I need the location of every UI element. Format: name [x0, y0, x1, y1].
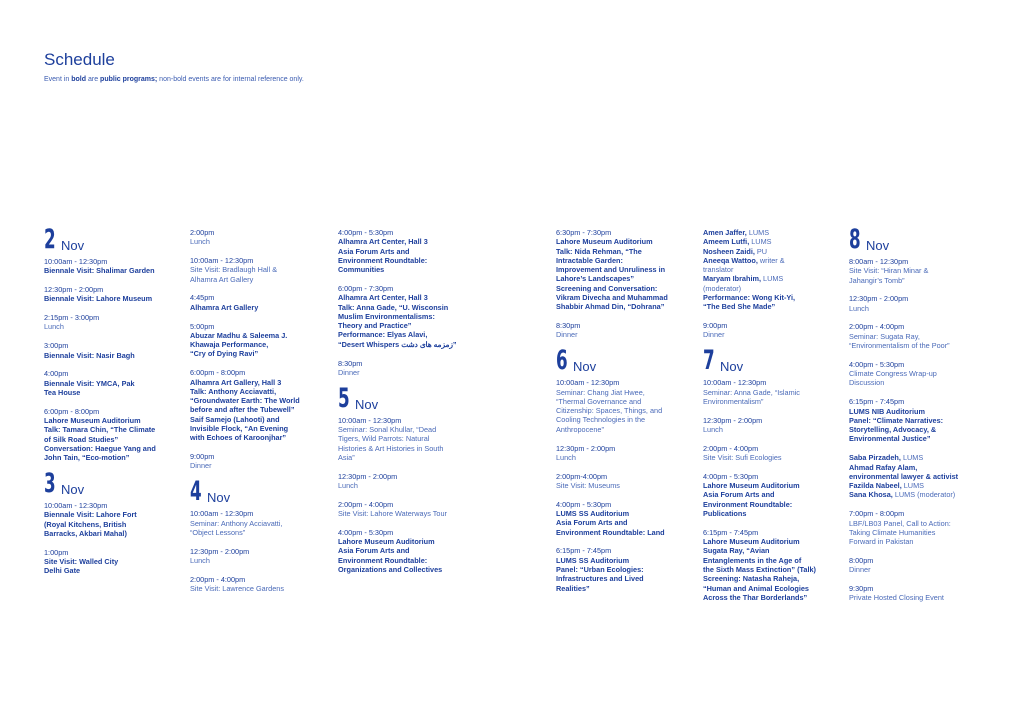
event-detail: Tigers, Wild Parrots: Natural [338, 434, 430, 444]
participant-entry [703, 293, 841, 302]
event-detail: LUMS SS Auditorium [556, 555, 630, 565]
participant-entry [849, 463, 984, 472]
day-month: Nov [61, 238, 85, 253]
participant-name: Maryam Ibrahim, [703, 274, 761, 284]
day-number: 3 [44, 468, 56, 500]
internal-event [190, 575, 325, 594]
event-detail: Lahore Museum Auditorium [556, 237, 653, 247]
event-time: 10:00am - 12:30pm [44, 257, 108, 266]
event-detail: Vikram Divecha and Muhammad [556, 293, 668, 303]
day-heading [44, 468, 179, 500]
event-detail: Climate Congress Wrap-up [849, 369, 937, 379]
event-detail: Seminar: Sugata Ray, [849, 331, 920, 341]
public-event [44, 501, 179, 538]
participant-entry [849, 490, 984, 499]
internal-event [338, 500, 478, 519]
event-time: 2:00pm - 4:00pm [703, 443, 759, 453]
internal-event [556, 472, 692, 491]
participant-name: Ahmad Rafay Alam, [849, 462, 918, 472]
subtitle-bold-word: bold [71, 76, 87, 83]
participant-name: Fazilda Nabeel, [849, 481, 902, 491]
event-detail: Storytelling, Advocacy, & [849, 425, 937, 435]
event-time: 8:00am - 12:30pm [849, 257, 909, 266]
internal-event [849, 509, 984, 546]
event-detail: Lunch [849, 303, 869, 313]
event-detail: “Desert Whispers زمزمه های دشت” [338, 339, 457, 349]
internal-event [338, 359, 478, 378]
event-detail: before and after the Tubewell” [190, 405, 295, 415]
event-detail: Seminar: Anna Gade, “Islamic [703, 387, 800, 397]
event-detail: Histories & Art Histories in South [338, 443, 444, 453]
event-detail: with Echoes of Karoonjhar” [190, 433, 287, 443]
event-time: 2:00pm - 4:00pm [338, 499, 394, 509]
event-detail: Alhamra Art Center, Hall 3 [338, 237, 428, 247]
participants-list [703, 228, 841, 312]
internal-event [556, 321, 692, 340]
public-event [190, 293, 325, 312]
internal-event [190, 547, 325, 566]
event-time: 9:00pm [190, 452, 215, 462]
public-event [44, 548, 179, 576]
day-number: 5 [338, 382, 350, 414]
event-detail: Talk: Anna Gade, “U. Wisconsin [338, 302, 449, 312]
day-month: Nov [720, 359, 744, 375]
event-detail: Cooling Technologies in the [556, 415, 646, 425]
event-detail: Muslim Environmentalisms: [338, 311, 435, 321]
event-detail: Dinner [190, 461, 212, 471]
event-detail: Lunch [338, 480, 358, 490]
event-time: 10:00am - 12:30pm [190, 509, 254, 519]
event-detail: Publications [703, 509, 747, 519]
public-event [190, 368, 325, 442]
event-time: 2:00pm - 4:00pm [849, 322, 905, 332]
participant-name: Saba Pirzadeh, [849, 453, 901, 463]
event-time: 8:00pm [849, 555, 874, 565]
public-event [703, 528, 841, 602]
event-detail: Infrastructures and Lived [556, 574, 644, 584]
event-detail: Improvement and Unruliness in [556, 265, 666, 275]
event-detail: Site Visit: Sufi Ecologies [703, 453, 782, 463]
event-detail: Biennale Visit: YMCA, Pak [44, 378, 135, 388]
internal-event [190, 228, 325, 247]
event-time: 4:00pm - 5:30pm [556, 499, 612, 509]
event-time: 6:30pm - 7:30pm [556, 228, 612, 237]
schedule-column-3 [338, 228, 478, 584]
event-detail: Lahore’s Landscapes” [556, 274, 634, 284]
event-detail: the Sixth Mass Extinction” (Talk) [703, 565, 816, 575]
event-detail: Environmentalism” [703, 396, 764, 406]
page-title: Schedule [44, 50, 115, 69]
day-month: Nov [207, 490, 231, 506]
event-detail: Dinner [338, 367, 360, 377]
event-detail: Theory and Practice” [338, 321, 412, 331]
day-number: 6 [556, 345, 568, 377]
participant-affiliation: LUMS [900, 453, 924, 463]
event-detail: Delhi Gate [44, 566, 81, 576]
event-detail: Khawaja Performance, [190, 340, 269, 350]
event-time: 9:00pm [703, 321, 728, 331]
event-time: 4:00pm [44, 369, 69, 379]
day-month: Nov [355, 396, 379, 412]
day-month: Nov [573, 359, 597, 375]
event-time: 6:00pm - 7:30pm [338, 283, 394, 293]
event-detail: Lunch [44, 322, 64, 332]
event-detail: Taking Climate Humanities [849, 527, 936, 537]
schedule-column-1 [44, 224, 179, 585]
participant-affiliation: LUMS [749, 237, 772, 247]
event-detail: Jahangir’s Tomb” [849, 275, 905, 285]
participant-entry [703, 274, 841, 283]
event-detail: Citizenship: Spaces, Things, and [556, 406, 663, 416]
event-detail: Environment Roundtable: [338, 255, 428, 265]
event-detail: Conversation: Haegue Yang and [44, 443, 156, 453]
event-detail: Panel: “Urban Ecologies: [556, 565, 644, 575]
event-detail: Discussion [849, 378, 885, 388]
schedule-column-4 [556, 228, 692, 602]
event-time: 10:00am - 12:30pm [190, 256, 254, 266]
participant-affiliation: PU [754, 246, 768, 256]
public-event [703, 472, 841, 518]
event-detail: Environmental Justice” [849, 434, 931, 444]
event-detail: Alhamra Art Gallery, Hall 3 [190, 377, 282, 387]
participant-entry [703, 256, 841, 265]
event-detail: Site Visit: Museums [556, 480, 620, 490]
schedule-column-6 [849, 224, 984, 612]
event-detail: Tea House [44, 387, 81, 397]
event-time: 6:15pm - 7:45pm [556, 546, 612, 556]
internal-event [190, 452, 325, 471]
event-time: 2:00pm-4:00pm [556, 471, 608, 481]
day-number: 2 [44, 224, 56, 255]
event-detail: of Silk Road Studies” [44, 434, 119, 444]
event-detail: Alhamra Art Center, Hall 3 [338, 293, 428, 303]
event-detail: Dinner [703, 330, 725, 340]
event-time: 2:15pm - 3:00pm [44, 313, 100, 323]
event-detail: Realities” [556, 583, 590, 593]
public-event [44, 285, 179, 304]
internal-event [556, 444, 692, 463]
event-detail: Performance: Elyas Alavi, [338, 330, 428, 340]
internal-event [849, 294, 984, 313]
participant-entry [703, 284, 841, 293]
public-event [338, 284, 478, 349]
event-detail: Seminar: Anthony Acciavatti, [190, 518, 283, 528]
event-time: 8:30pm [556, 321, 581, 331]
internal-event [703, 444, 841, 463]
event-time: 4:00pm - 5:30pm [849, 359, 905, 369]
day-number: 4 [190, 476, 202, 508]
participant-entry [703, 265, 841, 274]
participant-name: Nosheen Zaidi, [703, 246, 755, 256]
participant-entry [703, 247, 841, 256]
event-detail: Alhamra Art Gallery [190, 274, 254, 284]
event-detail: Asia Forum Arts and [556, 518, 628, 528]
event-detail: Lunch [190, 555, 210, 565]
event-time: 12:30pm - 2:00pm [703, 415, 763, 425]
event-detail: Intractable Garden: [556, 255, 623, 265]
event-time: 4:00pm - 5:30pm [338, 228, 394, 237]
event-detail: Asia Forum Arts and [703, 490, 775, 500]
event-detail: Organizations and Collectives [338, 565, 443, 575]
event-time: 12:30pm - 2:00pm [849, 294, 909, 304]
internal-event [190, 509, 325, 537]
event-detail: LBF/LB03 Panel, Call to Action: [849, 518, 951, 528]
public-event [338, 528, 478, 574]
event-detail: Abuzar Madhu & Saleema J. [190, 330, 288, 340]
internal-event [849, 257, 984, 285]
event-detail: Biennale Visit: Lahore Museum [44, 294, 153, 304]
event-detail: Private Hosted Closing Event [849, 593, 944, 603]
event-time: 10:00am - 12:30pm [703, 378, 767, 388]
internal-event [849, 584, 984, 603]
event-detail: Biennale Visit: Nasir Bagh [44, 350, 135, 360]
day-number: 7 [703, 345, 715, 377]
internal-event [849, 322, 984, 350]
event-detail: Environment Roundtable: [703, 499, 793, 509]
internal-event [44, 313, 179, 332]
event-detail: Lunch [556, 452, 576, 462]
event-detail: Site Visit: Lawrence Gardens [190, 584, 284, 594]
schedule-column-5 [703, 228, 841, 612]
day-heading [703, 345, 841, 377]
participant-affiliation: LUMS [746, 228, 770, 237]
public-event [849, 397, 984, 443]
event-detail: Lunch [190, 237, 210, 247]
event-detail: Site Visit: “Hiran Minar & [849, 266, 929, 276]
event-detail: Asia” [338, 452, 355, 462]
event-detail: Environment Roundtable: [338, 555, 428, 565]
event-time: 10:00am - 12:30pm [44, 501, 108, 511]
participant-affiliation: LUMS [901, 481, 925, 491]
event-time: 2:00pm - 4:00pm [190, 574, 246, 584]
internal-event [849, 360, 984, 388]
subtitle-pre: Event in [44, 76, 72, 83]
event-detail: Across the Thar Borderlands” [703, 592, 808, 602]
event-detail: “Human and Animal Ecologies [703, 583, 809, 593]
schedule-column-2 [190, 228, 325, 603]
internal-event [849, 556, 984, 575]
event-detail: Biennale Visit: Lahore Fort [44, 510, 137, 520]
event-detail: Site Visit: Walled City [44, 557, 119, 567]
event-time: 6:15pm - 7:45pm [703, 527, 759, 537]
internal-event [703, 416, 841, 435]
event-time: 4:00pm - 5:30pm [703, 471, 759, 481]
participant-affiliation: translator [703, 265, 734, 275]
event-detail: “Groundwater Earth: The World [190, 396, 300, 406]
event-detail: Screening and Conversation: [556, 283, 658, 293]
event-detail: Talk: Tamara Chin, “The Climate [44, 425, 156, 435]
event-detail: Talk: Anthony Acciavatti, [190, 386, 277, 396]
event-time: 6:15pm - 7:45pm [849, 397, 905, 407]
internal-event [338, 472, 478, 491]
event-time: 6:00pm - 8:00pm [190, 368, 246, 378]
event-detail: Sugata Ray, “Avian [703, 546, 770, 556]
event-detail: Asia Forum Arts and [338, 246, 410, 256]
event-detail: Site Visit: Lahore Waterways Tour [338, 509, 447, 519]
event-detail: LUMS NIB Auditorium [849, 406, 925, 416]
event-detail: “Cry of Dying Ravi” [190, 349, 259, 359]
public-event [556, 228, 692, 312]
subtitle-bold-public: public programs; [100, 76, 158, 83]
day-month: Nov [61, 482, 85, 498]
event-detail: Screening: Natasha Raheja, [703, 574, 800, 584]
event-time: 10:00am - 12:30pm [556, 378, 620, 388]
event-detail: Talk: Nida Rehman, “The [556, 246, 642, 256]
participant-name: Amen Jaffer, [703, 228, 747, 237]
participant-affiliation: LUMS [761, 274, 784, 284]
event-detail: Dinner [849, 565, 871, 575]
page-subtitle [44, 76, 304, 83]
event-time: 10:00am - 12:30pm [338, 415, 402, 425]
event-detail: “Object Lessons” [190, 527, 246, 537]
event-detail: John Tain, “Eco-motion” [44, 453, 130, 463]
event-detail: Panel: “Climate Narratives: [849, 415, 944, 425]
internal-event [338, 416, 478, 462]
participant-name: Aneeqa Wattoo, [703, 255, 758, 265]
day-month: Nov [866, 238, 890, 253]
event-detail: Seminar: Chang Jiat Hwee, [556, 387, 645, 397]
event-time: 12:30pm - 2:00pm [44, 285, 104, 295]
participant-name: Sana Khosa, [849, 490, 893, 500]
participant-entry [849, 453, 984, 462]
participant-entry [703, 228, 841, 237]
public-event [44, 341, 179, 360]
participant-entry [703, 302, 841, 311]
participant-entry [849, 481, 984, 490]
participant-affiliation: LUMS (moderator) [892, 490, 956, 500]
public-event [338, 228, 478, 274]
participant-affiliation: (moderator) [703, 283, 742, 293]
event-detail: “Environmentalism of the Poor” [849, 341, 950, 351]
event-detail: Lahore Museum Auditorium [44, 416, 141, 426]
event-time: 6:00pm - 8:00pm [44, 406, 100, 416]
event-time: 1:00pm [44, 547, 69, 557]
public-event [556, 500, 692, 537]
event-detail: Saif Samejo (Lahooti) and [190, 414, 280, 424]
internal-event [556, 378, 692, 434]
public-event [44, 369, 179, 397]
event-time: 12:30pm - 2:00pm [556, 443, 616, 453]
subtitle-post: non-bold events are for internal reference only. [157, 76, 304, 83]
participant-name: “The Bed She Made” [703, 302, 776, 312]
event-detail: (Royal Kitchens, British [44, 519, 127, 529]
event-detail: “Thermal Governance and [556, 396, 642, 406]
event-detail: Alhamra Art Gallery [190, 302, 259, 312]
event-detail: Seminar: Sonal Khullar, “Dead [338, 424, 437, 434]
event-time: 7:00pm - 8:00pm [849, 509, 905, 519]
internal-event [190, 256, 325, 284]
event-detail: Environment Roundtable: Land [556, 527, 665, 537]
event-detail: Lahore Museum Auditorium [703, 481, 800, 491]
participant-affiliation: writer & [757, 255, 785, 265]
event-time: 4:00pm - 5:30pm [338, 527, 394, 537]
subtitle-mid: are [86, 76, 101, 83]
event-time: 9:30pm [849, 584, 874, 594]
internal-event [703, 378, 841, 406]
event-detail: Entanglements in the Age of [703, 555, 802, 565]
event-detail: Dinner [556, 330, 578, 340]
event-detail: Anthropocene” [556, 424, 604, 434]
event-detail: Lunch [703, 424, 723, 434]
event-time: 4:45pm [190, 293, 215, 303]
day-heading [190, 476, 325, 508]
event-detail: Site Visit: Bradlaugh Hall & [190, 265, 278, 275]
internal-event [703, 321, 841, 340]
participant-entry [849, 472, 984, 481]
public-event [44, 407, 179, 463]
event-detail: Barracks, Akbari Mahal) [44, 528, 127, 538]
event-time: 8:30pm [338, 358, 363, 368]
event-time: 5:00pm [190, 321, 215, 331]
event-detail: Asia Forum Arts and [338, 546, 410, 556]
event-detail: Lahore Museum Auditorium [703, 537, 800, 547]
event-detail: LUMS SS Auditorium [556, 509, 630, 519]
event-detail: Lahore Museum Auditorium [338, 537, 435, 547]
event-detail: Biennale Visit: Shalimar Garden [44, 266, 155, 276]
event-time: 12:30pm - 2:00pm [190, 546, 250, 556]
participant-name: Performance: Wong Kit-Yi, [703, 293, 796, 303]
public-event [556, 546, 692, 592]
event-detail: Forward in Pakistan [849, 537, 914, 547]
public-event [44, 257, 179, 276]
event-time: 3:00pm [44, 341, 69, 351]
participant-name: Ameem Lutfi, [703, 237, 750, 247]
event-detail: Shabbir Ahmad Din, “Dohrana” [556, 302, 665, 312]
public-event [190, 322, 325, 359]
day-heading [849, 224, 984, 255]
event-detail: Communities [338, 265, 385, 275]
event-time: 2:00pm [190, 228, 215, 237]
participant-name: environmental lawyer & activist [849, 471, 959, 481]
day-heading [338, 382, 478, 414]
participants-list [849, 453, 984, 499]
participant-entry [703, 237, 841, 246]
day-heading [44, 224, 179, 255]
event-detail: Invisible Flock, “An Evening [190, 424, 289, 434]
day-number: 8 [849, 224, 861, 255]
day-heading [556, 345, 692, 377]
event-time: 12:30pm - 2:00pm [338, 471, 398, 481]
